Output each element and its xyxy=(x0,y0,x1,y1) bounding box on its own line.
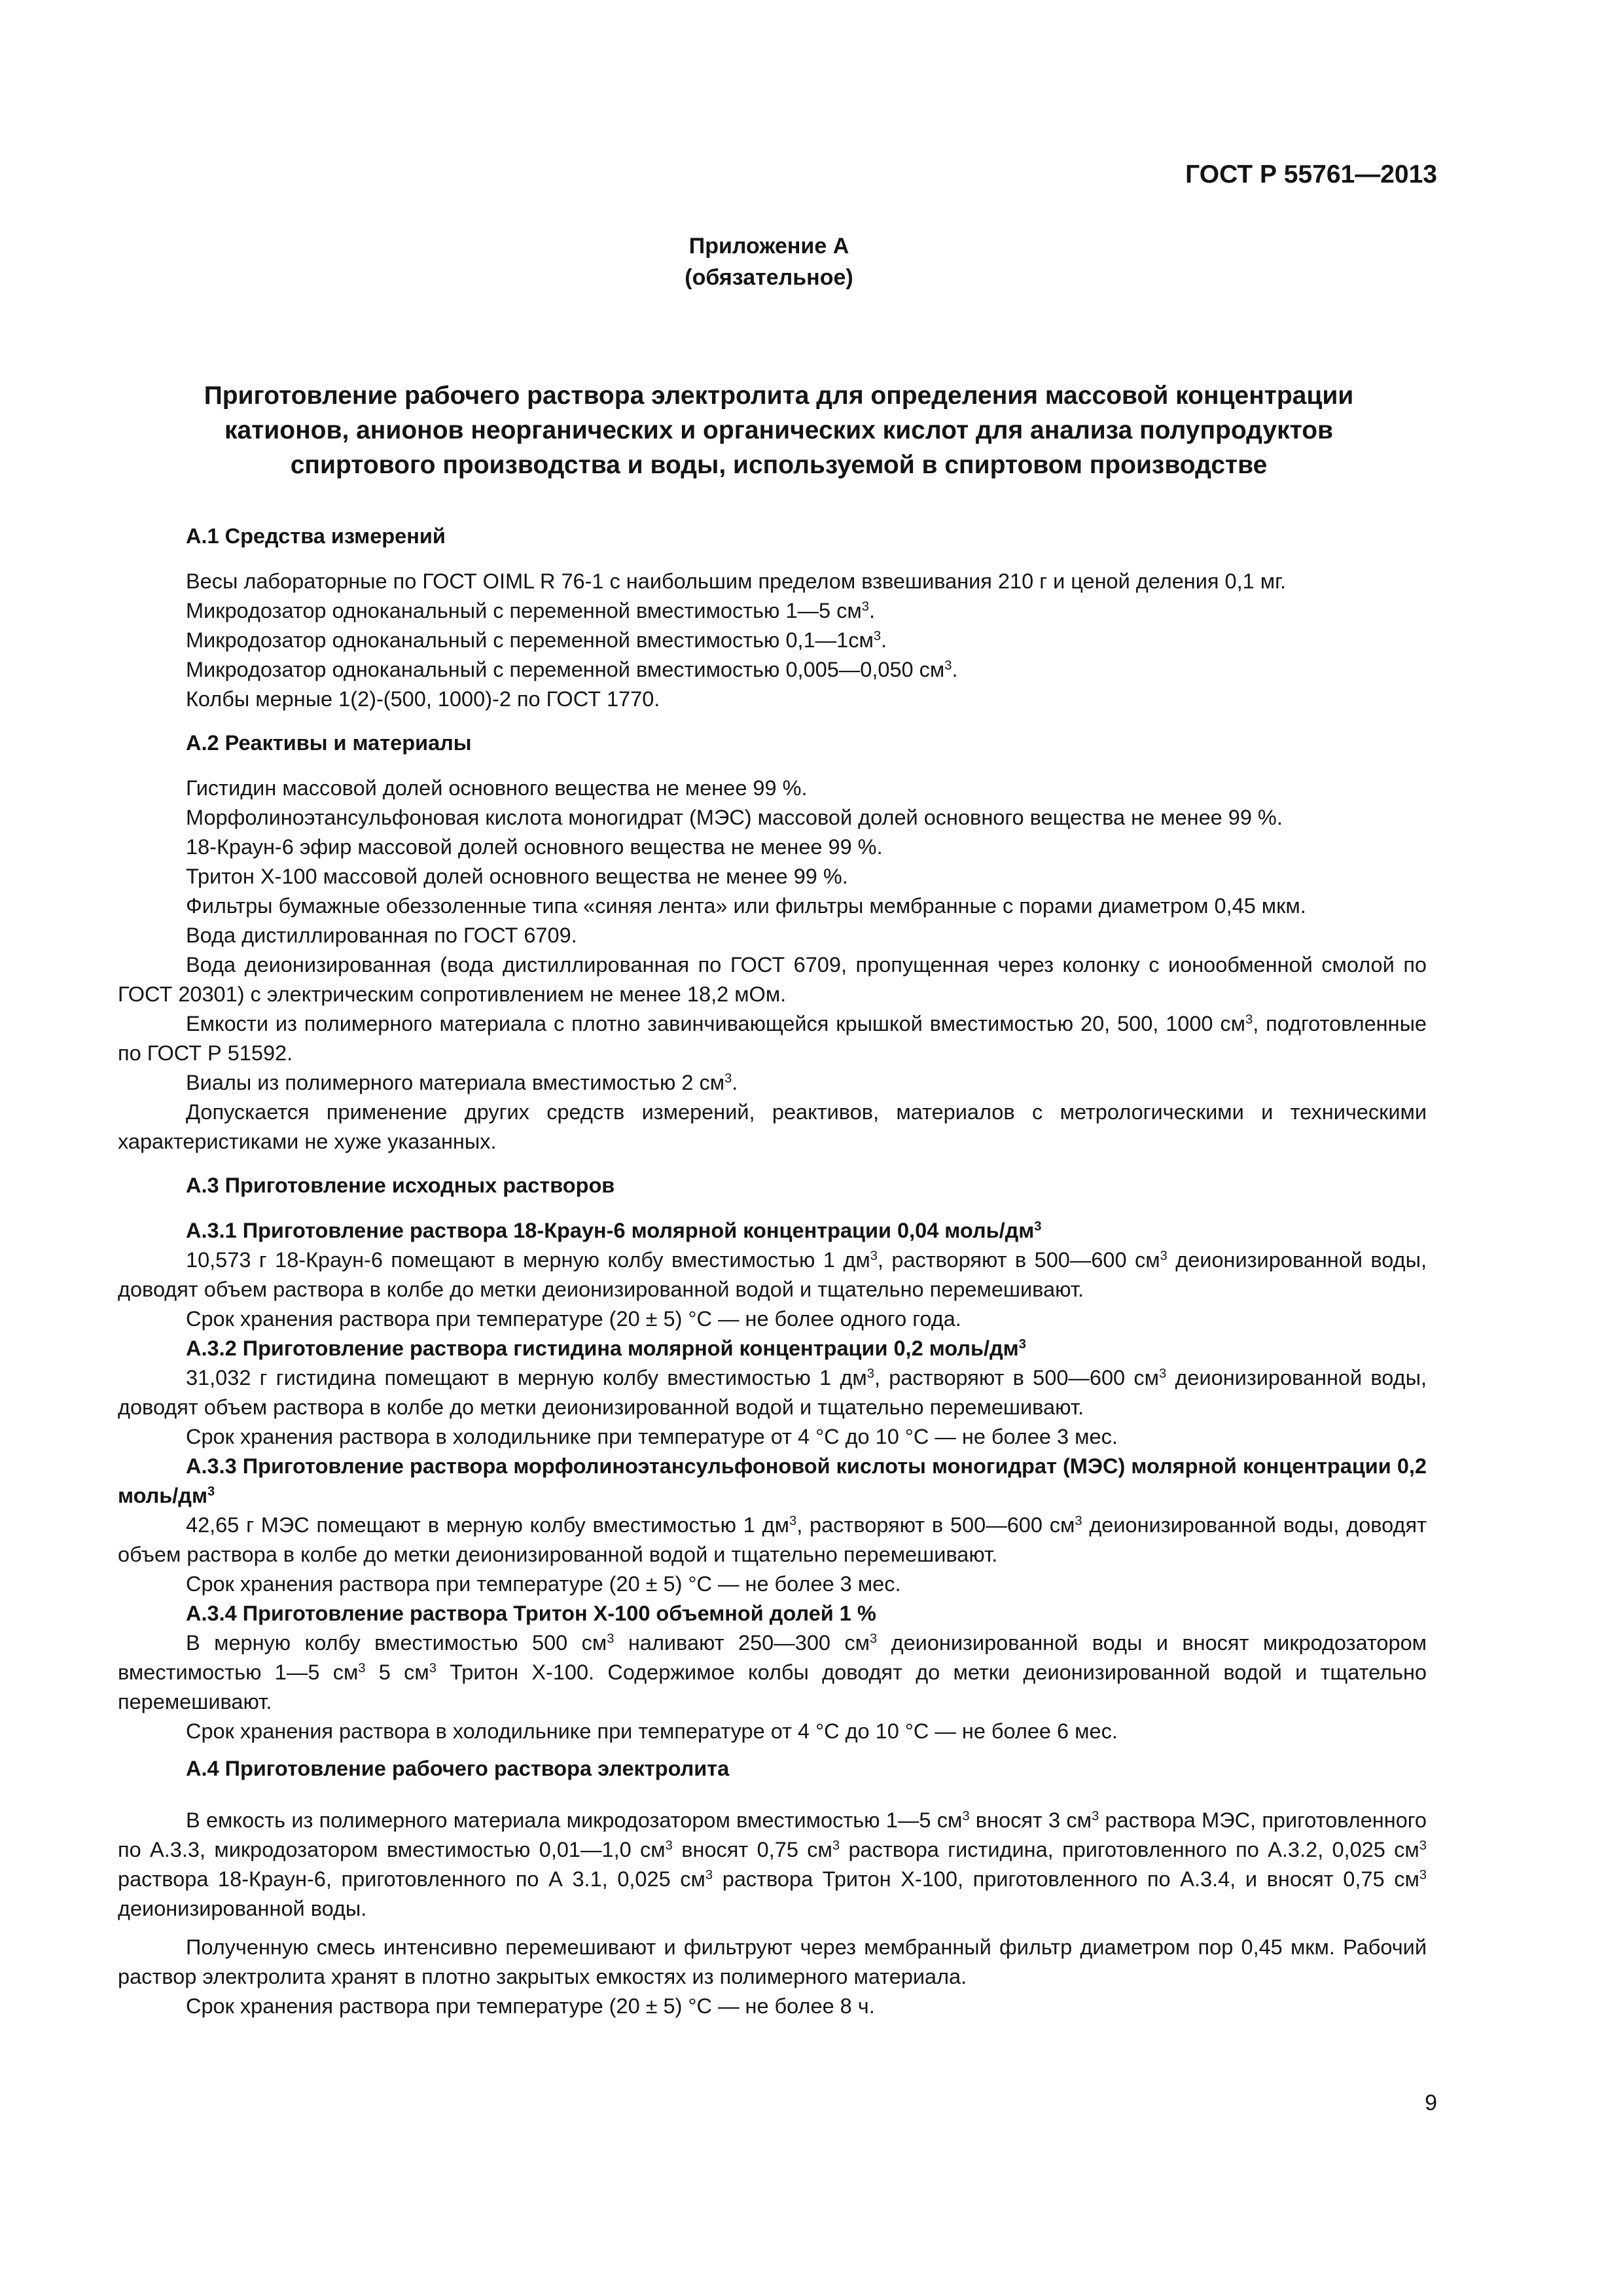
a2-line: Вода деионизированная (вода дистиллированная по ГОСТ 6709, пропущенная через колонку с ионообменной смолой по ГОСТ 20301) с электрическим сопротивлением не менее 18,2 мОм. xyxy=(118,953,1427,1006)
a2-line: Виалы из полимерного материала вместимостью 2 $см^3$. xyxy=(186,1071,738,1094)
a4-paragraph-2: Полученную смесь интенсивно перемешивают и фильтруют через мембранный фильтр диаметром пор 0,45 мкм. Рабочий раствор электролита хранят в плотно закрытых емкостях из полимерного материала. xyxy=(118,1935,1427,1988)
a32-text: 31,032 г гистидина помещают в мерную колбу вместимостью 1 $дм^3$, растворяют в 500—600 $см^3$ деионизированной воды, доводят объем раствора в колбе до метки деионизированной водой и тщательно перемешивают. xyxy=(118,1366,1427,1419)
section-heading-a1: А.1 Средства измерений xyxy=(186,524,446,548)
page-number: 9 xyxy=(1425,2090,1437,2115)
a2-line: Емкости из полимерного материала с плотно завинчивающейся крышкой вместимостью 20, 500, 1000 $см^3$, подготовленные по ГОСТ Р 51592. xyxy=(118,1012,1427,1065)
a2-line: 18-Краун-6 эфир массовой долей основного вещества не менее 99 %. xyxy=(186,835,883,859)
subsection-heading-a31: А.3.1 Приготовление раствора 18-Краун-6 молярной концентрации 0,04 моль/$дм^3$ xyxy=(186,1219,1042,1242)
a31-storage: Срок хранения раствора при температуре (20 ± 5) °С — не более одного года. xyxy=(186,1307,961,1331)
subsection-heading-a34: А.3.4 Приготовление раствора Тритон Х-100 объемной долей 1 % xyxy=(186,1602,876,1625)
subsection-heading-a33: А.3.3 Приготовление раствора морфолиноэтансульфоновой кислоты моногидрат (МЭС) молярной концентрации 0,2 моль/$дм^3$ xyxy=(118,1454,1427,1507)
a4-paragraph-3: Срок хранения раствора при температуре (20 ± 5) °С — не более 8 ч. xyxy=(186,1994,875,2018)
a34-storage: Срок хранения раствора в холодильнике при температуре от 4 °С до 10 °С — не более 6 мес. xyxy=(186,1719,1118,1743)
a33-storage: Срок хранения раствора при температуре (20 ± 5) °С — не более 3 мес. xyxy=(186,1572,901,1596)
a2-line: Допускается применение других средств измерений, реактивов, материалов с метрологическими и техническими характеристиками не хуже указанных. xyxy=(118,1100,1427,1153)
a2-line: Вода дистиллированная по ГОСТ 6709. xyxy=(186,924,577,947)
appendix-status: (обязательное) xyxy=(685,265,853,290)
a1-line: Колбы мерные 1(2)-(500, 1000)-2 по ГОСТ 1770. xyxy=(186,687,660,711)
appendix-label: Приложение А xyxy=(688,234,849,259)
a2-line: Тритон Х-100 массовой долей основного вещества не менее 99 %. xyxy=(186,865,848,888)
a33-text: 42,65 г МЭС помещают в мерную колбу вместимостью 1 $дм^3$, растворяют в 500—600 $см^3$ деионизированной воды, доводят объем раствора в колбе до метки деионизированной водой и тщательно перемешивают. xyxy=(118,1513,1427,1566)
a34-text: В мерную колбу вместимостью 500 $см^3$ наливают 250—300 $см^3$ деионизированной воды и вносят микродозатором вместимостью 1—5 $см^3$ 5 $см^3$ Тритон Х-100. Содержимое колбы доводят до метки деионизированной водой и тщательно перемешивают. xyxy=(118,1631,1427,1713)
section-heading-a3: А.3 Приготовление исходных растворов xyxy=(186,1174,615,1197)
a32-storage: Срок хранения раствора в холодильнике при температуре от 4 °С до 10 °С — не более 3 мес. xyxy=(186,1425,1118,1448)
section-heading-a2: А.2 Реактивы и материалы xyxy=(186,731,472,755)
a1-line: Микродозатор одноканальный с переменной вместимостью 0,005—0,050 $см^3$. xyxy=(186,658,958,681)
a1-line: Весы лабораторные по ГОСТ OIML R 76-1 с наибольшим пределом взвешивания 210 г и ценой деления 0,1 мг. xyxy=(186,569,1286,593)
a2-line: Морфолиноэтансульфоновая кислота моногидрат (МЭС) массовой долей основного вещества не менее 99 %. xyxy=(186,806,1283,829)
a31-text: 10,573 г 18-Краун-6 помещают в мерную колбу вместимостью 1 $дм^3$, растворяют в 500—600 $см^3$ деионизированной воды, доводят объем раствора в колбе до метки деионизированной водой и тщательно перемешивают. xyxy=(118,1248,1427,1301)
subsection-heading-a32: А.3.2 Приготовление раствора гистидина молярной концентрации 0,2 моль/$дм^3$ xyxy=(186,1336,1026,1360)
a4-paragraph-1: В емкость из полимерного материала микродозатором вместимостью 1—5 $см^3$ вносят 3 $см^3$ раствора МЭС, приготовленного по А.3.3, микродозатором вместимостью 0,01—1,0 $см^3$ вносят 0,75 $см^3$ раствора гистидина, приготовленного по А.3.2, 0,025 $см^3$ раствора 18-Краун-6, приготовленного по А 3.1, 0,025 $см^3$ раствора Тритон Х-100, приготовленного по А.3.4, и вносят 0,75 $см^3$ деионизированной воды. xyxy=(118,1808,1427,1920)
appendix-heading xyxy=(0,230,1538,293)
appendix-title: Приготовление рабочего раствора электролита для определения массовой концентрации катионов, анионов неорганических и органических кислот для анализа полупродуктов спиртового производства и воды, используемой в спиртовом производстве xyxy=(204,382,1354,479)
appendix-body xyxy=(118,514,1427,2021)
a1-line: Микродозатор одноканальный с переменной вместимостью 1—5 $см^3$. xyxy=(186,599,875,622)
a2-line: Гистидин массовой долей основного вещества не менее 99 %. xyxy=(186,776,808,800)
a1-line: Микродозатор одноканальный с переменной вместимостью $0,1—1см^3$. xyxy=(186,628,887,652)
section-heading-a4: А.4 Приготовление рабочего раствора электролита xyxy=(186,1757,730,1780)
a2-line: Фильтры бумажные обеззоленные типа «синяя лента» или фильтры мембранные с порами диаметром 0,45 мкм. xyxy=(186,894,1306,918)
standard-designation: ГОСТ Р 55761—2013 xyxy=(1185,160,1437,188)
